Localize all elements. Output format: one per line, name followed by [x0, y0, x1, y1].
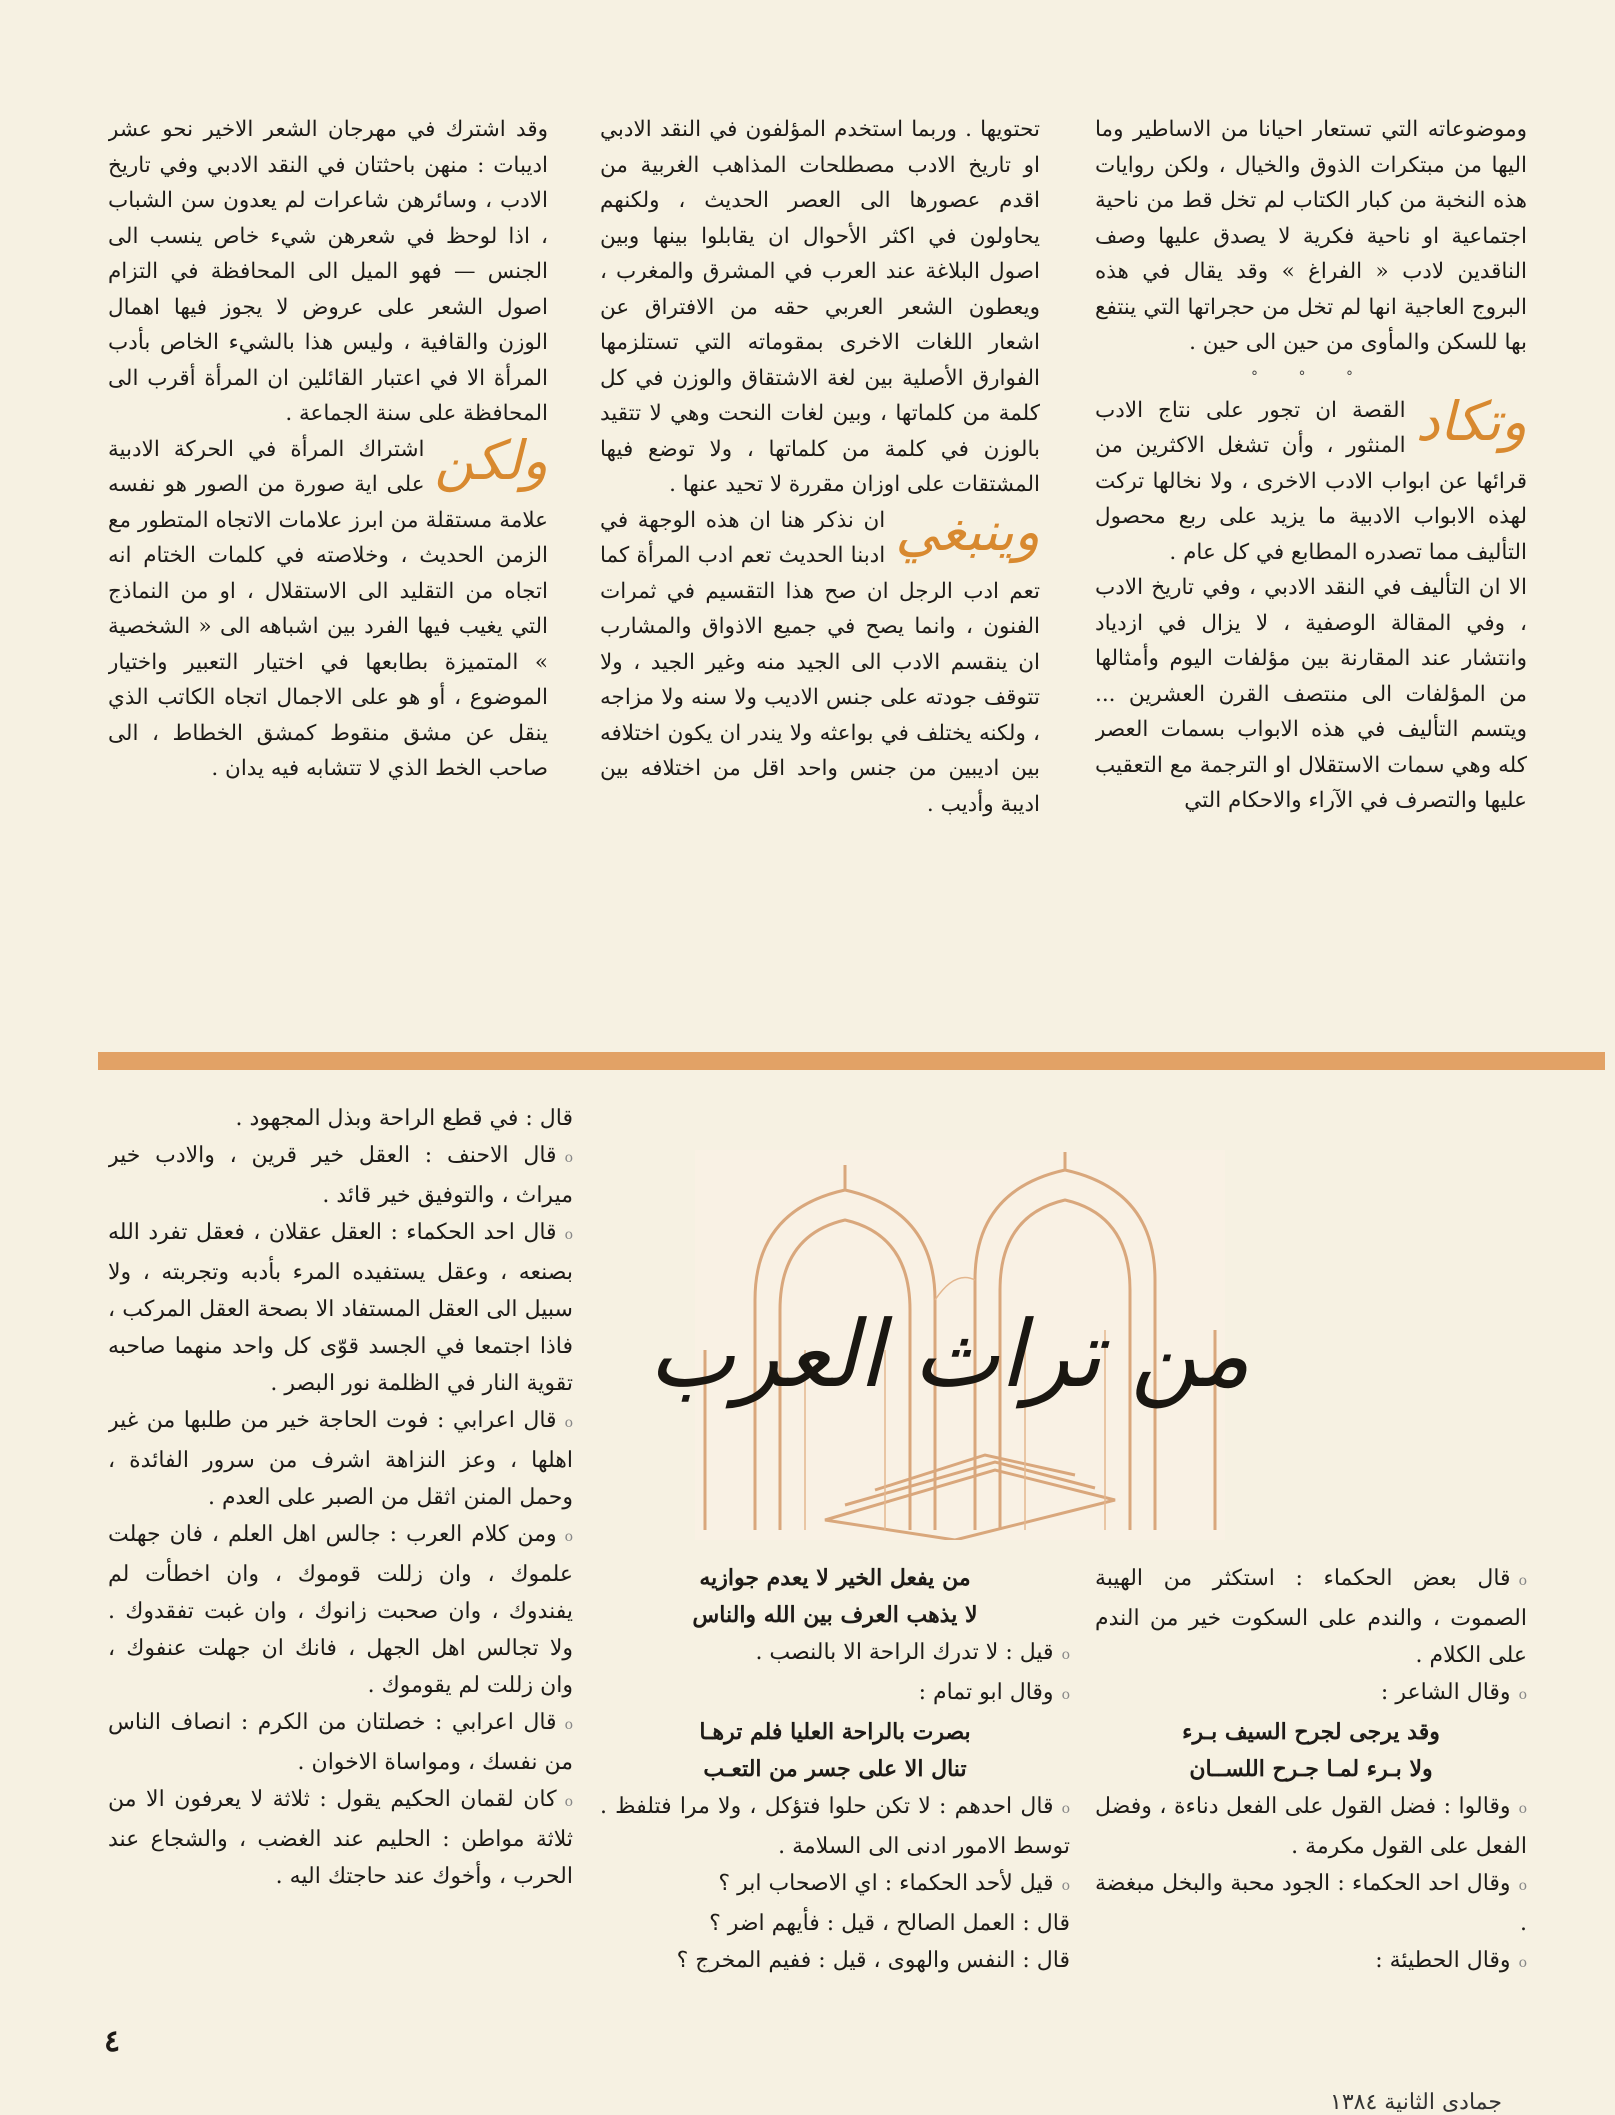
article-column-left [108, 112, 548, 992]
saying [600, 1865, 1070, 1905]
bullet-icon: o [564, 1529, 573, 1545]
bullet-icon: o [1061, 1687, 1070, 1703]
paragraph-text: ان نذكر هنا ان هذه الوجهة في ادبنا الحديث تعم ادب المرأة كما تعم ادب الرجل ان صح هذا التقسيم في ثمرات الفنون ، وانما يصح في جميع الاذواق والمشارب ان ينقسم الادب الى الجيد منه وغير الجيد ، ولا تتوقف جودته على جنس الاديب ولا سنه ولا مزاجه ، ولكنه يختلف في بواعثه ولا يندر ان يكون اختلافه بين اديبين من جنس واحد اقل من اختلافه بين اديبة وأديب . [600, 507, 1040, 817]
drop-word: وتكاد [1415, 389, 1527, 453]
bullet-icon: o [1518, 1955, 1527, 1971]
saying-text: قيل لأحد الحكماء : اي الاصحاب ابر ؟ [718, 1871, 1054, 1896]
paragraph-with-drop [600, 499, 1040, 823]
saying [108, 1214, 573, 1402]
saying [108, 1704, 573, 1781]
saying [1095, 1865, 1527, 1942]
verse-line: تنال الا على جسر من التعـب [703, 1756, 967, 1782]
bullet-icon: o [1518, 1573, 1527, 1589]
bullet-icon: o [1518, 1687, 1527, 1703]
saying-text: وقال الحطيئة : [1375, 1948, 1511, 1973]
saying-text: قال الاحنف : العقل خير قرين ، والادب خير ميراث ، والتوفيق خير قائد . [108, 1143, 573, 1208]
saying-text: وقال الشاعر : [1380, 1680, 1511, 1705]
saying: قال : العمل الصالح ، قيل : فأيهم اضر ؟ [709, 1911, 1070, 1936]
saying [600, 1634, 1070, 1674]
bullet-icon: o [564, 1794, 573, 1810]
paragraph-text: القصة ان تجور على نتاج الادب المنثور ، وأن تشغل الاكثرين من قرائها عن ابواب الادب الاخرى ، ولا نخالها تركت لهذه الابواب الادبية ما يزيد على ربع محصول التأليف مما تصدره المطابع في كل عام . [1095, 397, 1527, 565]
saying-text: قال بعض الحكماء : استكثر من الهيبة الصموت ، والندم على السكوت خير من الندم على الكلام . [1095, 1566, 1527, 1668]
saying [1095, 1788, 1527, 1865]
saying-text: وقالوا : فضل القول على الفعل دناءة ، وفضل الفعل على القول مكرمة . [1095, 1794, 1527, 1859]
verse-line: بصرت بالراحة العليا فلم ترهـا [699, 1719, 971, 1745]
verse-line: من يفعل الخير لا يعدم جوازيه [699, 1565, 971, 1591]
saying [108, 1516, 573, 1704]
saying-text: قال احد الحكماء : العقل عقلان ، فعقل تفرد الله بصنعه ، وعقل يستفيده المرء بأدبه وتجربته ، ولا سبيل الى العقل المستفاد الا بصحة العقل المركب ، فاذا اجتمعا في الجسد قوّى كل واحد منهما صاحبه تقوية النار في الظلمة نور البصر . [108, 1220, 573, 1396]
saying-text: وقال ابو تمام : [918, 1680, 1054, 1705]
paragraph-with-drop [108, 428, 548, 787]
drop-word: وينبغي [895, 499, 1040, 563]
saying-text: قال : في قطع الراحة وبذل المجهود . [235, 1106, 573, 1131]
article-column-right [1095, 112, 1527, 1012]
verse-line: وقد يرجى لجرح السيف بـرء [1182, 1719, 1440, 1745]
sayings-column-middle [600, 1560, 1070, 2020]
verse-line: لا يذهب العرف بين الله والناس [692, 1602, 978, 1628]
paragraph: وقد اشترك في مهرجان الشعر الاخير نحو عشر اديبات : منهن باحثتان في النقد الادبي وفي تاريخ الادب ، وسائرهن شاعرات لم يعدون سن الشباب ، اذا لوحظ في شعرهن شيء خاص ينسب الى الجنس — فهو الميل الى المحافظة في التزام اصول الشعر على عروض لا يجوز فيها اهمال الوزن والقافية ، وليس هذا بالشيء الخاص بأدب المرأة الا في اعتبار القائلين ان المرأة أقرب الى المحافظة على سنة الجماعة . [108, 117, 548, 426]
saying-text: ومن كلام العرب : جالس اهل العلم ، فان جهلت علموك ، وان زللت قوموك ، وان اخطأت لم يفندوك ، وان صحبت زانوك ، وان غبت تفقدوك . ولا تجالس اهل الجهل ، فانك ان جهلت عنفوك ، وان زللت لم يقوموك . [108, 1522, 573, 1698]
sayings-column-left [108, 1100, 573, 2020]
saying [108, 1781, 573, 1895]
paragraph: وموضوعاته التي تستعار احيانا من الاساطير وما اليها من مبتكرات الذوق والخيال ، ولكن روايات هذه النخبة من كبار الكتاب لم تخل قط من ناحية اجتماعية او ناحية فكرية لا يصدق عليها وصف الناقدين لادب « الفراغ » وقد يقال في هذه البروج العاجية انها لم تخل من حجراتها التي ينتفع بها للسكن والمأوى من حين الى حين . [1095, 117, 1527, 355]
paragraph-text: اشتراك المرأة في الحركة الادبية على اية صورة من الصور هو نفسه علامة مستقلة من ابرز علامات الاتجاه المتطور مع الزمن الحديث ، وخلاصته في كلمات الختام انه اتجاه من التقليد الى الاستقلال ، او من النماذج التي يغيب فيها الفرد بين اشباهه الى « الشخصية » المتميزة بطابعها في اختيار التعبير واختيار الموضوع ، أو هو على الاجمال اتجاه الكاتب الذي ينقل عن مشق منقوط كمشق الخطاط ، الى صاحب الخط الذي لا تتشابه فيه يدان . [108, 436, 548, 781]
bullet-icon: o [1518, 1801, 1527, 1817]
section-divider-bar [98, 1052, 1605, 1070]
bullet-icon: o [1061, 1801, 1070, 1817]
saying [600, 1788, 1070, 1865]
saying-text: قال احدهم : لا تكن حلوا فتؤكل ، ولا مرا فتلفظ . توسط الامور ادنى الى السلامة . [600, 1794, 1070, 1859]
sayings-column-right [1095, 1560, 1527, 2020]
saying-text: قال اعرابي : خصلتان من الكرم : انصاف الناس من نفسك ، ومواساة الاخوان . [108, 1710, 573, 1775]
saying: قال : النفس والهوى ، قيل : ففيم المخرج ؟ [676, 1948, 1070, 1973]
page-number: ٤ [104, 2024, 121, 2059]
issue-footer: جمادى الثانية ١٣٨٤ [1330, 2090, 1503, 2115]
bullet-icon: o [564, 1717, 573, 1733]
saying-text: قال اعرابي : فوت الحاجة خير من طلبها من غير اهلها ، وعز النزاهة اشرف من سرور الفائدة ، وحمل المنن اثقل من الصبر على العدم . [108, 1408, 573, 1510]
saying [1095, 1942, 1527, 1982]
bullet-icon: o [1061, 1878, 1070, 1894]
banner-title: من تراث العرب [648, 1301, 1250, 1408]
saying-text: وقال احد الحكماء : الجود محبة والبخل مبغضة . [1095, 1871, 1527, 1936]
saying [1095, 1560, 1527, 1674]
bullet-icon: o [564, 1415, 573, 1431]
saying-text: كان لقمان الحكيم يقول : ثلاثة لا يعرفون الا من ثلاثة مواطن : الحليم عند الغضب ، والشجاع عند الحرب ، وأخوك عند حاجتك اليه . [108, 1787, 573, 1889]
saying [1095, 1674, 1527, 1714]
saying [108, 1100, 573, 1137]
paragraph-with-drop [1095, 389, 1527, 571]
paragraph: الا ان التأليف في النقد الادبي ، وفي تاريخ الادب ، وفي المقالة الوصفية ، لا يزال في ازدياد وانتشار عند المقارنة بين مؤلفات اليوم وأمثالها من المؤلفات الى منتصف القرن العشرين ... ويتسم التأليف في هذه الابواب بسمات العصر كله وهي سمات الاستقلال او الترجمة مع التعقيب عليها والتصرف في الآراء والاحكام التي [1095, 575, 1527, 813]
bullet-icon: o [564, 1150, 573, 1166]
bullet-icon: o [1518, 1878, 1527, 1894]
drop-word: ولكن [434, 428, 548, 492]
saying [108, 1137, 573, 1214]
saying [108, 1402, 573, 1516]
saying [600, 1674, 1070, 1714]
paragraph: تحتويها . وربما استخدم المؤلفون في النقد الادبي او تاريخ الادب مصطلحات المذاهب الغربية من اقدم عصورها الى العصر الحديث ، ولكنهم يحاولون في اكثر الأحوال ان يقابلوا بينها وبين اصول البلاغة عند العرب في المشرق والمغرب ، ويعطون الشعر العربي حقه من الافتراق عن اشعار اللغات الاخرى بمقوماته التي تستلزمها الفوارق الأصلية بين لغة الاشتقاق والوزن في كل كلمة من كلماتها ، وبين لغات النحت وهي لا تتقيد بالوزن في كلمة من كلماتها ، ولا توضع فيها المشتقات على اوزان مقررة لا تحيد عنها . [600, 117, 1040, 497]
article-column-middle [600, 112, 1040, 1012]
bullet-icon: o [1061, 1647, 1070, 1663]
saying-text: قيل : لا تدرك الراحة الا بالنصب . [755, 1640, 1054, 1665]
section-separator: ° ° ° [1251, 368, 1371, 385]
bullet-icon: o [564, 1227, 573, 1243]
verse-line: ولا بـرء لمـا جـرح اللســان [1189, 1756, 1433, 1782]
